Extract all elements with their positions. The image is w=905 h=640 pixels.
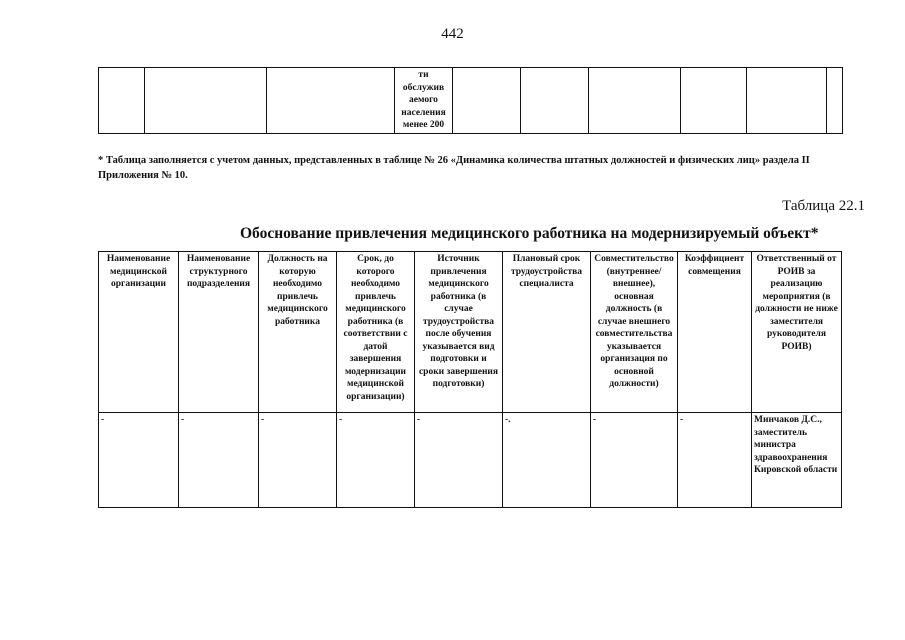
page-number: 442 (441, 26, 464, 42)
table-cell: - (415, 413, 503, 508)
table-cell (521, 68, 589, 134)
continued-table (98, 67, 843, 134)
column-header: Плановый срок трудоустройства специалиста (503, 252, 591, 413)
column-header: Ответственный от РОИВ за реализацию мероприятия (в должности не ниже заместителя руководителя РОИВ) (752, 252, 842, 413)
table-row (99, 413, 842, 508)
table-cell (681, 68, 747, 134)
table-cell: - (179, 413, 259, 508)
table-row (99, 68, 843, 134)
column-header: Совместительство (внутреннее/внешнее), основная должность (в случае внешнего совместительства указывается организация по основной должности) (591, 252, 678, 413)
table-cell (453, 68, 521, 134)
table-title: Обоснование привлечения медицинского работника на модернизируемый объект* (240, 225, 819, 242)
table-cell (589, 68, 681, 134)
table-cell: - (259, 413, 337, 508)
column-header: Срок, до которого необходимо привлечь медицинского работника (в соответствии с датой завершения модернизации медицинской организации) (337, 252, 415, 413)
table-cell: ти обслужив аемого населения менее 200 (395, 68, 453, 134)
table-cell: -. (503, 413, 591, 508)
table-label: Таблица 22.1 (782, 198, 865, 214)
table-header-row (99, 252, 842, 413)
responsible-person-cell: Минчаков Д.С., заместитель министра здравоохранения Кировской области (752, 413, 842, 508)
table-cell (827, 68, 843, 134)
column-header: Наименование медицинской организации (99, 252, 179, 413)
column-header: Коэффициент совмещения (678, 252, 752, 413)
table-cell (747, 68, 827, 134)
footnote: * Таблица заполняется с учетом данных, представленных в таблице № 26 «Динамика количества штатных должностей и физических лиц» раздела II Приложения № 10. (98, 155, 810, 181)
table-cell: - (99, 413, 179, 508)
table-cell: - (591, 413, 678, 508)
justification-table (98, 251, 842, 508)
table-cell (145, 68, 267, 134)
column-header: Должность на которую необходимо привлечь медицинского работника (259, 252, 337, 413)
column-header: Наименование структурного подразделения (179, 252, 259, 413)
table-cell (99, 68, 145, 134)
table-cell (267, 68, 395, 134)
column-header: Источник привлечения медицинского работника (в случае трудоустройства после обучения указывается вид подготовки и сроки завершения подготовки) (415, 252, 503, 413)
table-cell: - (337, 413, 415, 508)
table-cell: - (678, 413, 752, 508)
